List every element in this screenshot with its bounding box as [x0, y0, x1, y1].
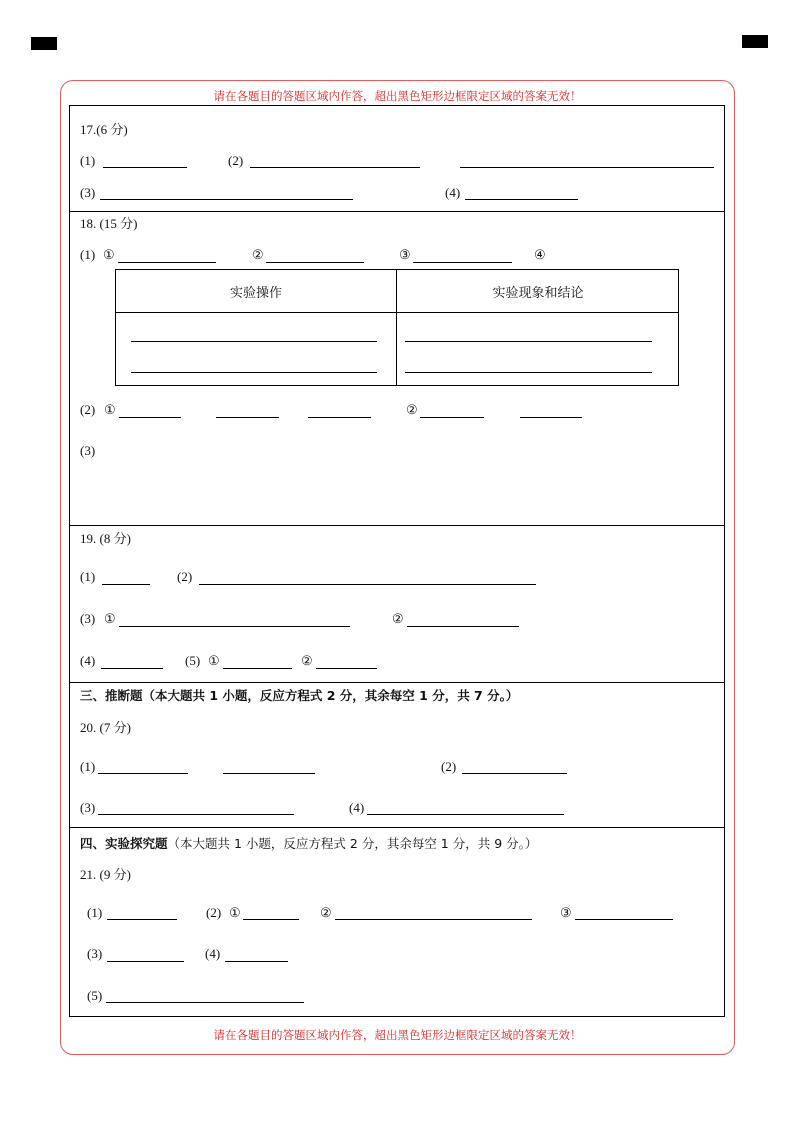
q20-part1-blank-a[interactable]	[98, 773, 188, 774]
section3-heading: 三、推断题（本大题共 1 小题，反应方程式 2 分，其余每空 1 分，共 7 分。）	[80, 688, 519, 703]
table-operation-line-2[interactable]	[131, 372, 377, 373]
q17-part4-blank[interactable]	[465, 199, 578, 200]
q21-part5-label: (5)	[87, 988, 103, 1003]
q18-part1-circle-3: ③	[399, 247, 411, 262]
table-phenomenon-line-2[interactable]	[405, 372, 652, 373]
q17-part2-blank-a[interactable]	[250, 167, 420, 168]
q18-answer-table	[115, 269, 679, 386]
q19-part3-blank-2[interactable]	[407, 626, 519, 627]
q17-part4-label: (4)	[445, 185, 461, 200]
q18-part2-blank-2[interactable]	[216, 417, 279, 418]
q18-part1-circle-2: ②	[252, 247, 264, 262]
q18-part2-blank-5[interactable]	[520, 417, 582, 418]
q20-part2-label: (2)	[441, 759, 457, 774]
q17-part1-label: (1)	[80, 153, 96, 168]
q18-part2-blank-3[interactable]	[308, 417, 371, 418]
q20-part3-blank[interactable]	[98, 814, 294, 815]
q18-part2-label: (2)	[80, 402, 96, 417]
table-phenomenon-line-1[interactable]	[405, 341, 652, 342]
q21-part2-blank-1[interactable]	[243, 919, 299, 920]
q18-title: 18. (15 分)	[80, 216, 138, 231]
q18-part2-blank-1[interactable]	[119, 417, 181, 418]
divider-q17-q18	[69, 211, 725, 212]
q21-part4-blank[interactable]	[225, 961, 288, 962]
q19-part1-blank[interactable]	[102, 584, 150, 585]
bottom-warning: 请在各题目的答题区域内作答，超出黑色矩形边框限定区域的答案无效！	[213, 1028, 582, 1042]
q18-part1-blank-1[interactable]	[118, 262, 216, 263]
q17-part2-label: (2)	[228, 153, 244, 168]
q20-part4-blank[interactable]	[367, 814, 564, 815]
q18-part2-blank-4[interactable]	[420, 417, 484, 418]
q19-part5-blank-1[interactable]	[223, 668, 292, 669]
q19-part5-label: (5)	[185, 653, 201, 668]
divider-q19-section3	[69, 682, 725, 683]
q18-part1-blank-3[interactable]	[413, 262, 512, 263]
q21-part1-blank[interactable]	[107, 919, 177, 920]
q21-title: 21. (9 分)	[80, 867, 131, 882]
alignment-mark-right	[742, 35, 768, 48]
table-operation-line-1[interactable]	[131, 341, 377, 342]
q19-title: 19. (8 分)	[80, 531, 131, 546]
q21-part1-label: (1)	[87, 905, 103, 920]
q21-part2-label: (2)	[206, 905, 222, 920]
q17-part3-label: (3)	[80, 185, 96, 200]
q19-part3-circle-2: ②	[392, 611, 404, 626]
q19-part1-label: (1)	[80, 569, 96, 584]
q21-part2-circle-2: ②	[320, 905, 332, 920]
q21-part4-label: (4)	[205, 946, 221, 961]
q18-part1-blank-2[interactable]	[266, 262, 364, 263]
q21-part2-blank-2[interactable]	[335, 919, 532, 920]
q18-part1-circle-4: ④	[534, 247, 546, 262]
q17-title: 17.(6 分)	[80, 122, 128, 137]
q21-part2-circle-1: ①	[229, 905, 241, 920]
q20-title: 20. (7 分)	[80, 720, 131, 735]
q19-part5-circle-1: ①	[208, 653, 220, 668]
section4-heading	[80, 836, 537, 852]
divider-q20-section4	[69, 827, 725, 828]
q17-part3-blank[interactable]	[100, 199, 353, 200]
q17-part1-blank[interactable]	[103, 167, 187, 168]
table-header-phenomenon: 实验现象和结论	[492, 286, 584, 301]
q20-part2-blank[interactable]	[462, 773, 567, 774]
q20-part1-blank-b[interactable]	[223, 773, 315, 774]
answer-box	[69, 105, 725, 1017]
q18-part2-circle-2: ②	[406, 402, 418, 417]
q21-part2-circle-3: ③	[560, 905, 572, 920]
q19-part5-circle-2: ②	[301, 653, 313, 668]
q19-part5-blank-2[interactable]	[316, 668, 377, 669]
q19-part2-label: (2)	[177, 569, 193, 584]
q19-part3-circle-1: ①	[104, 611, 116, 626]
divider-q18-q19	[69, 525, 725, 526]
q21-part3-blank[interactable]	[107, 961, 184, 962]
q21-part3-label: (3)	[87, 946, 103, 961]
q20-part4-label: (4)	[349, 800, 365, 815]
section4-heading-bold: 四、实验探究题	[80, 836, 168, 851]
q20-part3-label: (3)	[80, 800, 96, 815]
q17-part2-blank-b[interactable]	[460, 167, 714, 168]
q20-part1-label: (1)	[80, 759, 96, 774]
q21-part2-blank-3[interactable]	[575, 919, 673, 920]
q18-part3-label: (3)	[80, 443, 96, 458]
section4-heading-rest: （本大题共 1 小题，反应方程式 2 分，其余每空 1 分，共 9 分。）	[167, 836, 538, 851]
q18-part1-label: (1)	[80, 247, 96, 262]
q19-part4-blank[interactable]	[101, 668, 163, 669]
alignment-mark-left	[31, 37, 57, 50]
table-header-operation: 实验操作	[229, 286, 282, 301]
q19-part2-blank[interactable]	[199, 584, 536, 585]
q19-part3-label: (3)	[80, 611, 96, 626]
q19-part4-label: (4)	[80, 653, 96, 668]
q21-part5-blank[interactable]	[106, 1002, 304, 1003]
top-warning: 请在各题目的答题区域内作答，超出黑色矩形边框限定区域的答案无效！	[213, 89, 582, 103]
q18-part2-circle-1: ①	[104, 402, 116, 417]
q19-part3-blank-1[interactable]	[119, 626, 350, 627]
q18-part1-circle-1: ①	[103, 247, 115, 262]
